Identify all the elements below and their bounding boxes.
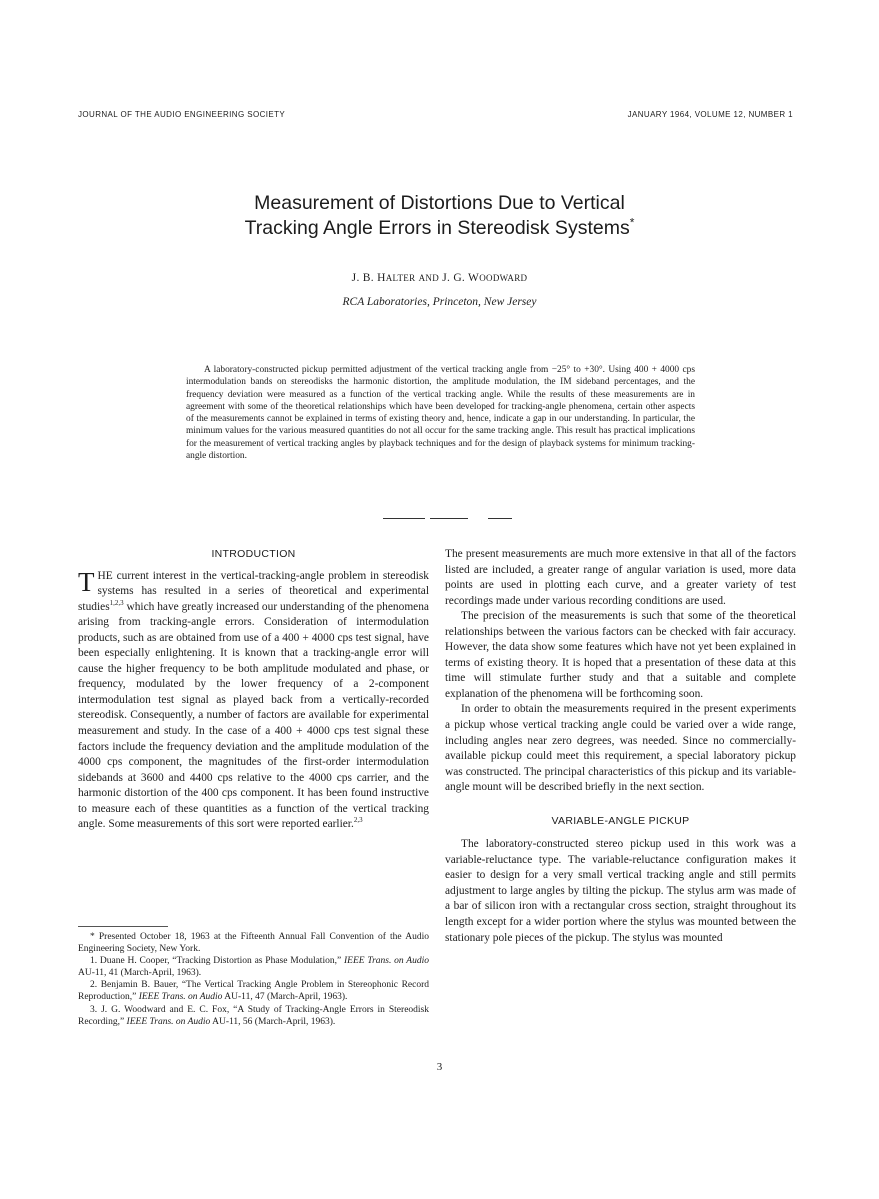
intro-paragraph-2: The precision of the measurements is such that some of the theoretical relationships between the various factors can be checked with fair accuracy. However, the data show some features which have not yet been explained in terms of existing theory. It is hoped that a presentation of these data at this time will stimulate further study and that a suitable and complete explanation of the phenomena will be forthcoming soon.	[445, 610, 796, 700]
footnote-presented: * Presented October 18, 1963 at the Fifteenth Annual Fall Convention of the Audio Engineering Society, New York.	[78, 932, 429, 955]
drop-cap: T	[78, 566, 95, 597]
affiliation: RCA Laboratories, Princeton, New Jersey	[342, 296, 537, 308]
title-line-2: Tracking Angle Errors in Stereodisk Systems*	[244, 215, 635, 240]
running-header-journal: JOURNAL OF THE AUDIO ENGINEERING SOCIETY	[78, 110, 286, 119]
article-title	[0, 191, 879, 242]
running-header-issue: JANUARY 1964, VOLUME 12, NUMBER 1	[627, 110, 793, 119]
separator-rule-middle	[430, 518, 468, 519]
abstract: A laboratory-constructed pickup permitted adjustment of the vertical tracking angle from −25° to +30°. Using 400 + 4000 cps intermodulation bands on stereodisks the harmonic distortion, the amplitude modulation, the IM sideband percentages, and the frequency deviation were measured as a function of the vertical tracking angle. While the results of these measurements are in agreement with some of the theoretical relationships which have been developed for tracking-angle phenomena, certain other aspects of the measurements cannot be explained in terms of existing theory and, hence, indicate a gap in our understanding. In particular, the minimum values for the various measured quantities do not all occur for the same tracking angle. This result has practical implications for the measurement of vertical tracking angles by playback techniques and for the design of playback systems for minimum tracking-angle distortion.	[186, 365, 695, 462]
author-2: J. G. WOODWARD	[442, 272, 528, 284]
footnote-1: 1. Duane H. Cooper, “Tracking Distortion as Phase Modulation,” IEEE Trans. on Audio AU-11, 41 (March-April, 1963).	[78, 956, 429, 979]
intro-paragraph-1-continuation: The present measurements are much more extensive in that all of the factors listed are included, a greater range of angular variation is used, more data points are used in plotting each curve, and a greater variety of test recordings made under various recording conditions are used.	[445, 548, 796, 607]
intro-paragraph-1: THE current interest in the vertical-tracking-angle problem in stereodisk systems has resulted in a series of theoretical and experimental studies$^{1,2,3}$ which have greatly increased our understanding of the phenomena arising from tracking-angle errors. Consideration of intermodulation products, such as are obtained from use of a 400 + 4000 cps test signal, have been especially enlightening. It is known that a tracking-angle error will cause the higher frequency to be both amplitude modulated and phase, or frequency, modulated by the lower frequency of a 2-component intermodulation test signal as played back from a vertically-recorded stereodisk. Consequently, a number of factors are available for experimental measurement and study. In the case of a 400 + 4000 cps test signal these factors include the frequency deviation and the amplitude modulation of the 4000 cps component, the magnitudes of the first-order intermodulation sidebands at 3600 and 4400 cps relative to the 4000 cps carrier, and the harmonic distortion of the 400 cps component. It has been found instructive to measure each of these quantities as a function of the vertical tracking angle. Some measurements of this sort were reported earlier.$^{2,3}$	[78, 566, 429, 831]
intro-paragraph-3: In order to obtain the measurements required in the present experiments a pickup whose vertical tracking angle could be varied over a wide range, including angles near zero degrees, was needed. Since no commercially-available pickup could meet this requirement, a special laboratory pickup was constructed. The principal characteristics of this pickup and its variable-angle mount will be described briefly in the next section.	[445, 703, 796, 794]
footnote-2: 2. Benjamin B. Bauer, “The Vertical Tracking Angle Problem in Stereophonic Record Reproduction,” IEEE Trans. on Audio AU-11, 47 (March-April, 1963).	[78, 980, 429, 1003]
introduction-heading: INTRODUCTION	[211, 548, 296, 560]
footnotes	[78, 931, 429, 1028]
left-column	[78, 547, 429, 833]
footnote-rule	[78, 926, 168, 927]
separator-rule-right	[488, 518, 512, 519]
author-1: J. B. HALTER	[351, 272, 416, 284]
author-and: AND	[418, 273, 439, 283]
title-line-1: Measurement of Distortions Due to Vertical	[254, 192, 625, 214]
author-line	[0, 272, 879, 284]
variable-angle-pickup-heading: VARIABLE-ANGLE PICKUP	[551, 814, 690, 827]
right-column	[445, 547, 796, 946]
title-footnote-mark: *	[629, 215, 635, 230]
separator-rule-left	[383, 518, 425, 519]
page-number: 3	[436, 1061, 443, 1073]
footnote-3: 3. J. G. Woodward and E. C. Fox, “A Study of Tracking-Angle Errors in Stereodisk Recording,” IEEE Trans. on Audio AU-11, 56 (March-April, 1963).	[78, 1004, 429, 1027]
pickup-paragraph-1: The laboratory-constructed stereo pickup used in this work was a variable-reluctance type. The variable-reluctance configuration makes it easier to design for a very small vertical tracking angle and still permits adjustment to large angles by tilting the pickup. The stylus arm was made of a bar of silicon iron with a rectangular cross section, straight throughout its length except for a wider portion where the stylus was mounted between the stationary pole pieces of the pickup. The stylus was mounted	[445, 838, 796, 944]
